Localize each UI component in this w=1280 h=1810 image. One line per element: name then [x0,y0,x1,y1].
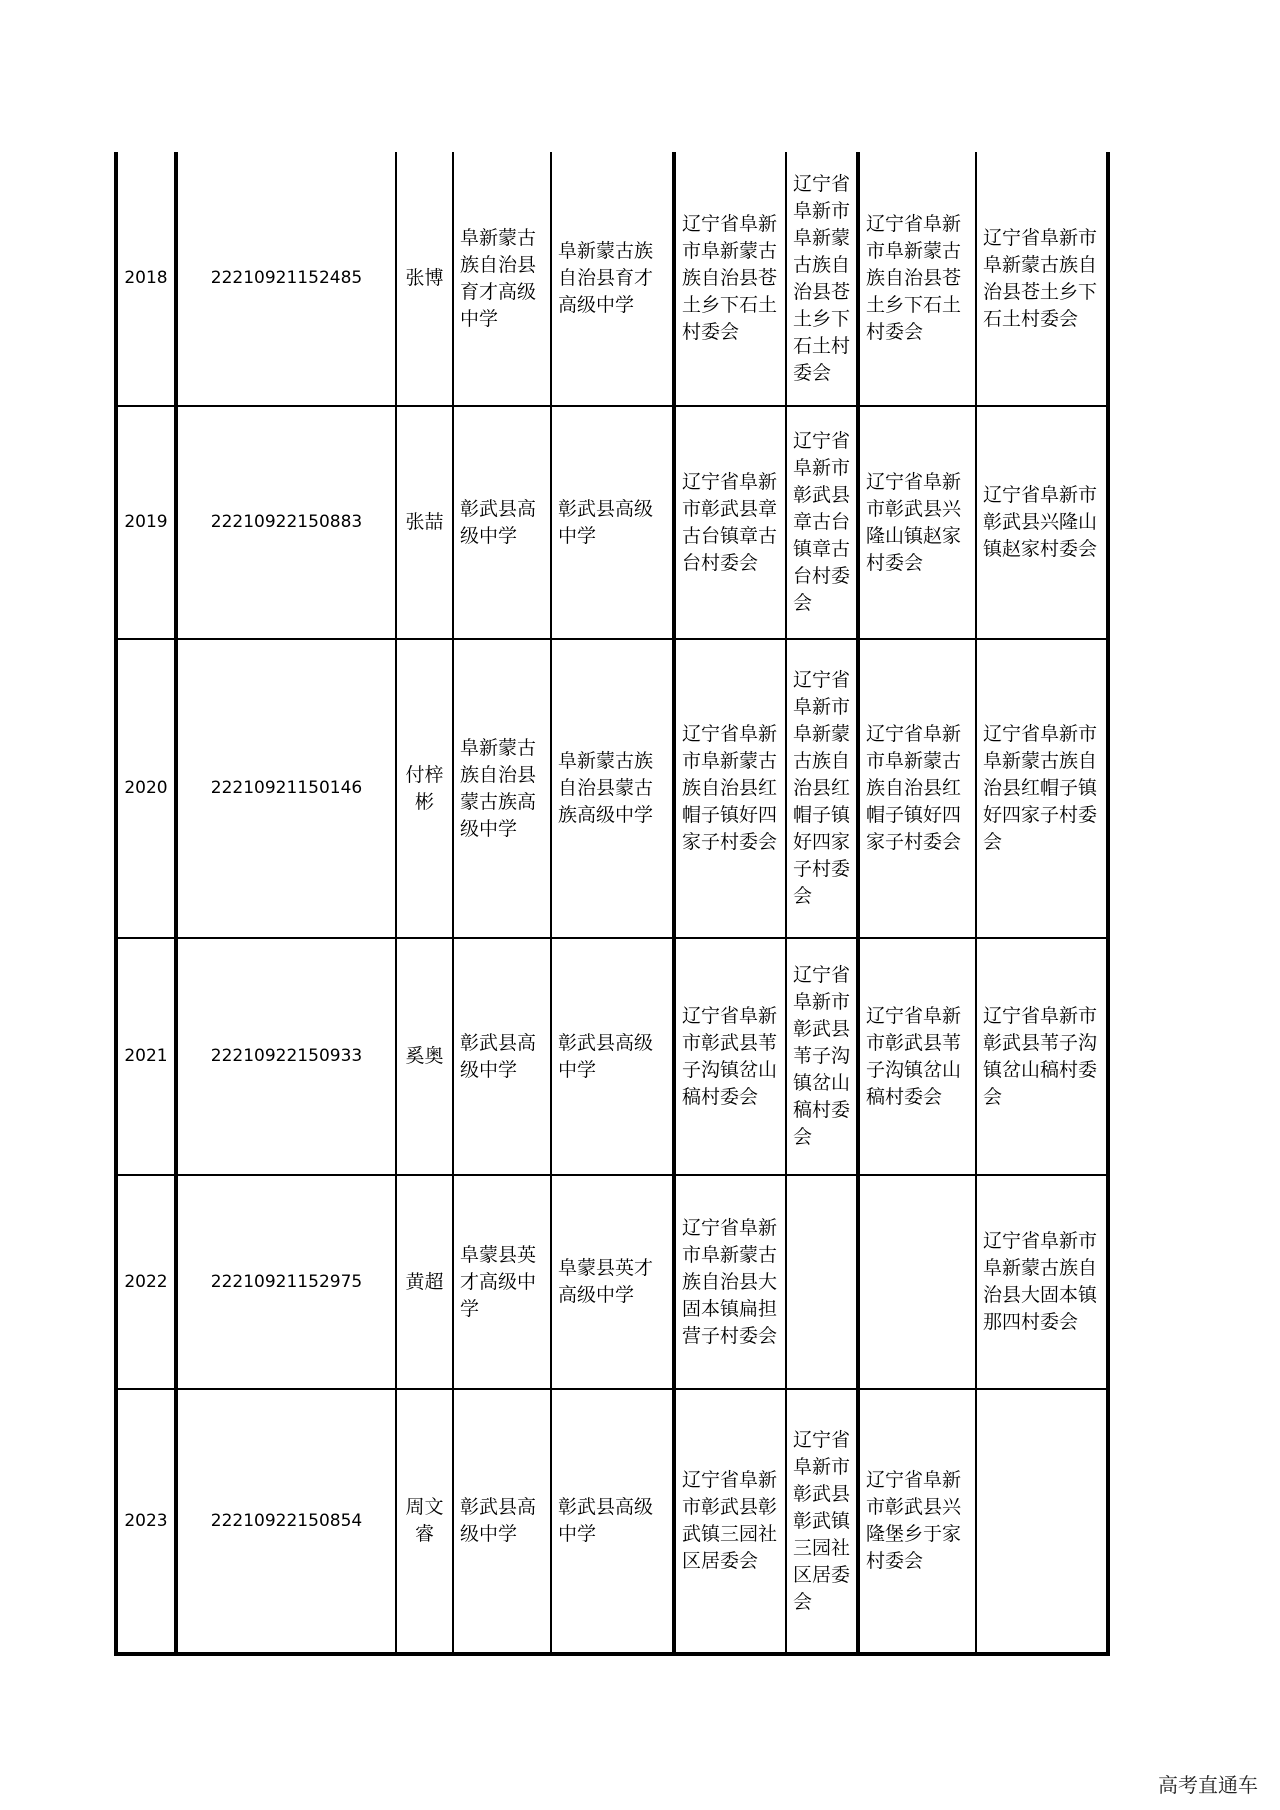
seq-cell: 2021 [116,938,176,1175]
address-cell-1: 辽宁省阜新市彰武县苇子沟镇岔山稿村委会 [674,938,786,1175]
exam-number-cell: 22210921152975 [176,1175,396,1389]
seq-cell: 2022 [116,1175,176,1389]
seq-cell: 2019 [116,406,176,639]
school-cell: 彰武县高级中学 [453,406,551,639]
address-cell-3: 辽宁省阜新市彰武县苇子沟镇岔山稿村委会 [858,938,976,1175]
address-cell-3: 辽宁省阜新市彰武县兴隆堡乡于家村委会 [858,1389,976,1654]
address-cell-4: 辽宁省阜新市彰武县兴隆山镇赵家村委会 [976,406,1108,639]
name-cell: 付梓彬 [396,639,453,938]
name-cell: 周文睿 [396,1389,453,1654]
name-cell: 张喆 [396,406,453,639]
name-cell: 奚奥 [396,938,453,1175]
address-cell-4 [976,1389,1108,1654]
watermark-text: 高考直通车 [1158,1773,1258,1797]
address-cell-3 [858,1175,976,1389]
roster-table [114,152,1110,1656]
school-cell: 彰武县高级中学 [453,1389,551,1654]
school-cell: 阜蒙县英才高级中学 [453,1175,551,1389]
address-cell-2: 辽宁省阜新市彰武县彰武镇三园社区居委会 [786,1389,858,1654]
table-row [116,1175,1108,1389]
seq-cell: 2020 [116,639,176,938]
school-cell: 彰武县高级中学 [453,938,551,1175]
address-cell-2: 辽宁省阜新市彰武县苇子沟镇岔山稿村委会 [786,938,858,1175]
school-cell-2: 彰武县高级中学 [551,938,674,1175]
school-cell: 阜新蒙古族自治县育才高级中学 [453,152,551,406]
address-cell-4: 辽宁省阜新市阜新蒙古族自治县红帽子镇好四家子村委会 [976,639,1108,938]
school-cell-2: 阜新蒙古族自治县育才高级中学 [551,152,674,406]
school-cell-2: 彰武县高级中学 [551,1389,674,1654]
exam-number-cell: 22210922150854 [176,1389,396,1654]
table-row [116,152,1108,406]
exam-number-cell: 22210922150883 [176,406,396,639]
address-cell-1: 辽宁省阜新市彰武县章古台镇章古台村委会 [674,406,786,639]
table-row [116,406,1108,639]
school-cell: 阜新蒙古族自治县蒙古族高级中学 [453,639,551,938]
exam-number-cell: 22210921150146 [176,639,396,938]
address-cell-4: 辽宁省阜新市彰武县苇子沟镇岔山稿村委会 [976,938,1108,1175]
address-cell-2 [786,1175,858,1389]
school-cell-2: 彰武县高级中学 [551,406,674,639]
address-cell-1: 辽宁省阜新市彰武县彰武镇三园社区居委会 [674,1389,786,1654]
address-cell-4: 辽宁省阜新市阜新蒙古族自治县苍土乡下石土村委会 [976,152,1108,406]
address-cell-3: 辽宁省阜新市阜新蒙古族自治县红帽子镇好四家子村委会 [858,639,976,938]
name-cell: 张博 [396,152,453,406]
address-cell-2: 辽宁省阜新市阜新蒙古族自治县红帽子镇好四家子村委会 [786,639,858,938]
seq-cell: 2018 [116,152,176,406]
name-cell: 黄超 [396,1175,453,1389]
address-cell-1: 辽宁省阜新市阜新蒙古族自治县大固本镇扁担营子村委会 [674,1175,786,1389]
address-cell-1: 辽宁省阜新市阜新蒙古族自治县红帽子镇好四家子村委会 [674,639,786,938]
address-cell-2: 辽宁省阜新市阜新蒙古族自治县苍土乡下石土村委会 [786,152,858,406]
school-cell-2: 阜蒙县英才高级中学 [551,1175,674,1389]
seq-cell: 2023 [116,1389,176,1654]
address-cell-3: 辽宁省阜新市彰武县兴隆山镇赵家村委会 [858,406,976,639]
school-cell-2: 阜新蒙古族自治县蒙古族高级中学 [551,639,674,938]
address-cell-2: 辽宁省阜新市彰武县章古台镇章古台村委会 [786,406,858,639]
address-cell-3: 辽宁省阜新市阜新蒙古族自治县苍土乡下石土村委会 [858,152,976,406]
table-row [116,1389,1108,1654]
exam-number-cell: 22210922150933 [176,938,396,1175]
address-cell-1: 辽宁省阜新市阜新蒙古族自治县苍土乡下石土村委会 [674,152,786,406]
table-row [116,639,1108,938]
address-cell-4: 辽宁省阜新市阜新蒙古族自治县大固本镇那四村委会 [976,1175,1108,1389]
exam-number-cell: 22210921152485 [176,152,396,406]
table-row [116,938,1108,1175]
